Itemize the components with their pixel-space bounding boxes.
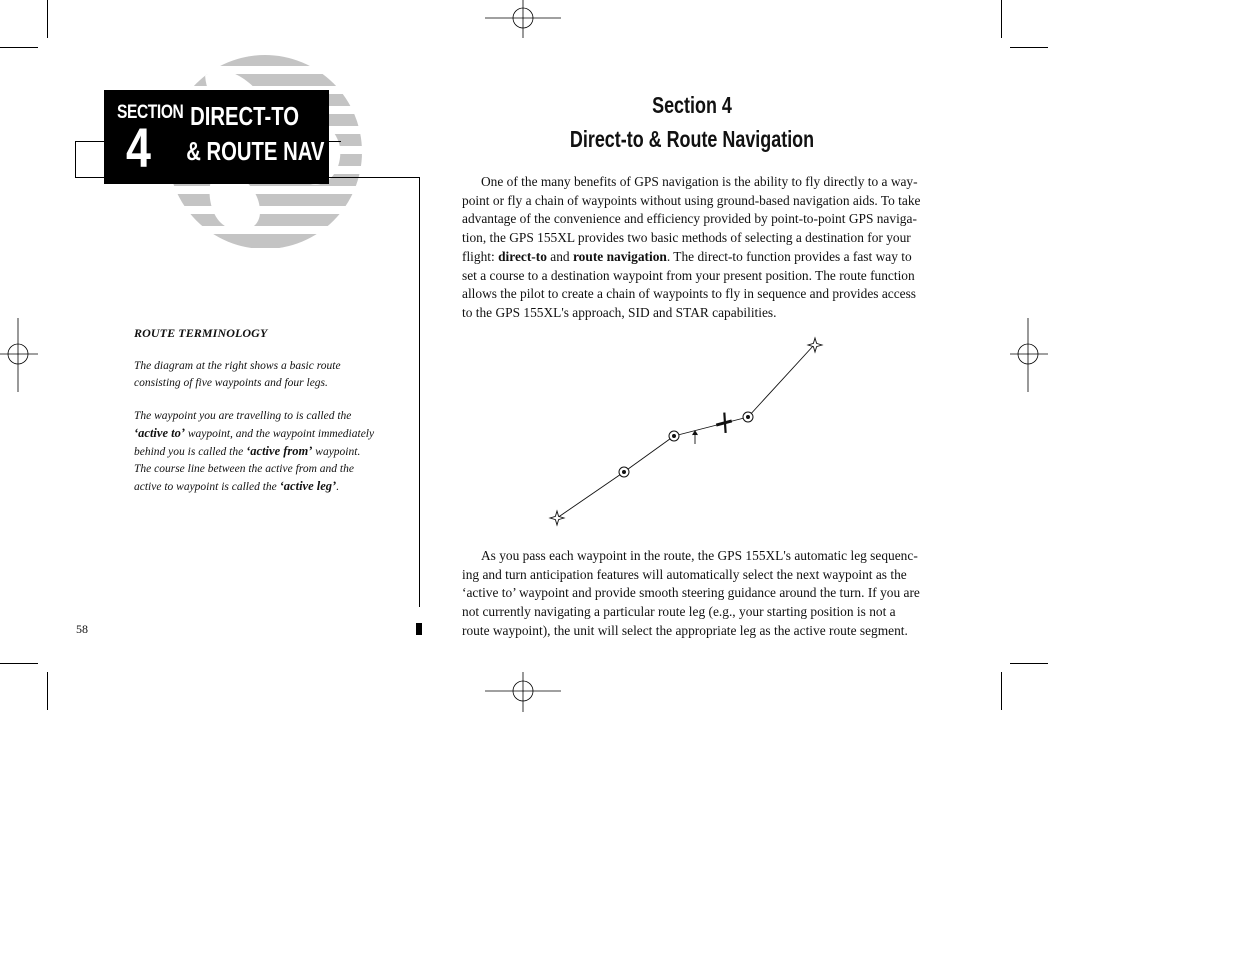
text-span: . — [336, 481, 340, 493]
crop-mark — [1010, 663, 1048, 664]
frame-line — [75, 177, 105, 178]
term-active-from: ‘active from’ — [246, 444, 313, 458]
active-leg — [674, 417, 748, 436]
section-number: 4 — [126, 116, 151, 179]
term-direct-to: direct-to — [498, 248, 547, 264]
section-header-box — [104, 90, 329, 184]
page-number: 58 — [76, 622, 88, 636]
frame-line — [75, 141, 105, 142]
section-label: SECTION — [117, 102, 184, 123]
term-route-navigation: route navigation — [572, 248, 667, 264]
page-marker — [416, 623, 422, 635]
frame-line — [75, 141, 76, 178]
text-span: waypoint, and the waypoint immediately behind you is called the — [134, 428, 375, 458]
crop-mark — [1010, 47, 1048, 48]
crop-mark — [47, 672, 48, 710]
term-active-to: ‘active to’ — [134, 426, 186, 440]
registration-mark-icon — [0, 318, 40, 394]
section-title-line1: DIRECT-TO — [190, 101, 299, 131]
sidebar-paragraph — [134, 408, 378, 496]
vor-waypoint-icon — [669, 431, 679, 441]
airplane-icon — [714, 411, 735, 434]
route-diagram — [540, 330, 840, 535]
star-waypoint-icon — [550, 511, 564, 525]
registration-mark-icon — [485, 0, 563, 38]
crop-mark — [0, 663, 38, 664]
sidebar-paragraph: The diagram at the right shows a basic route consisting of five waypoints and four legs. — [134, 360, 341, 389]
crop-mark — [47, 0, 48, 38]
text-span: The waypoint you are travelling to is called the — [134, 410, 352, 422]
vor-waypoint-icon — [619, 467, 629, 477]
arrow-up-icon — [693, 431, 698, 444]
crop-mark — [1001, 672, 1002, 710]
sidebar-note — [134, 325, 378, 512]
route-leg — [557, 472, 624, 518]
page-title-line1: Section 4 — [652, 92, 732, 118]
vor-waypoint-icon — [743, 412, 753, 422]
text-span: and — [546, 248, 573, 264]
frame-line — [328, 177, 420, 178]
registration-mark-icon — [1010, 318, 1050, 394]
text-span: One of the many benefits of GPS navigation is the ability to fly directly to a waypoint or fly a chain of waypoints without using ground-based navigation aids. To take advantage of the convenience and efficiency provided by point-to-point GPS navigation, the GPS 155XL provides two basic methods of selecting a destination for your flight: — [462, 174, 921, 264]
registration-mark-icon — [485, 672, 563, 712]
sidebar-heading: ROUTE TERMINOLOGY — [134, 326, 268, 340]
term-active-leg: ‘active leg’ — [279, 479, 337, 493]
body-paragraph — [462, 173, 923, 323]
frame-line — [419, 177, 420, 607]
text-span: . The direct-to function provides a fast way to set a course to a destination waypoint from your present position. The route function allows the pilot to create a chain of waypoints to fly in sequence and provides access to the GPS 155XL's approach, SID and STAR capabilities. — [462, 248, 917, 320]
route-leg — [748, 345, 814, 417]
crop-mark — [1001, 0, 1002, 38]
text-span: waypoint. The course line between the active from and the active to waypoint is called the — [134, 446, 361, 493]
page-title — [462, 88, 922, 156]
route-leg — [624, 436, 674, 472]
body-paragraph: As you pass each waypoint in the route, the GPS 155XL's automatic leg sequencing and turn anticipation features will automatically select the next waypoint as the ‘active to’ waypoint and provide smooth steering guidance around the turn. If you are not currently navigating a particular route leg (e.g., your starting position is not a route waypoint), the unit will select the appropriate leg as the active route segment. — [462, 548, 920, 638]
page-title-line2: Direct-to & Route Navigation — [569, 126, 815, 152]
frame-line — [328, 141, 341, 142]
crop-mark — [0, 47, 38, 48]
section-title-line2: & ROUTE NAV — [186, 136, 325, 166]
